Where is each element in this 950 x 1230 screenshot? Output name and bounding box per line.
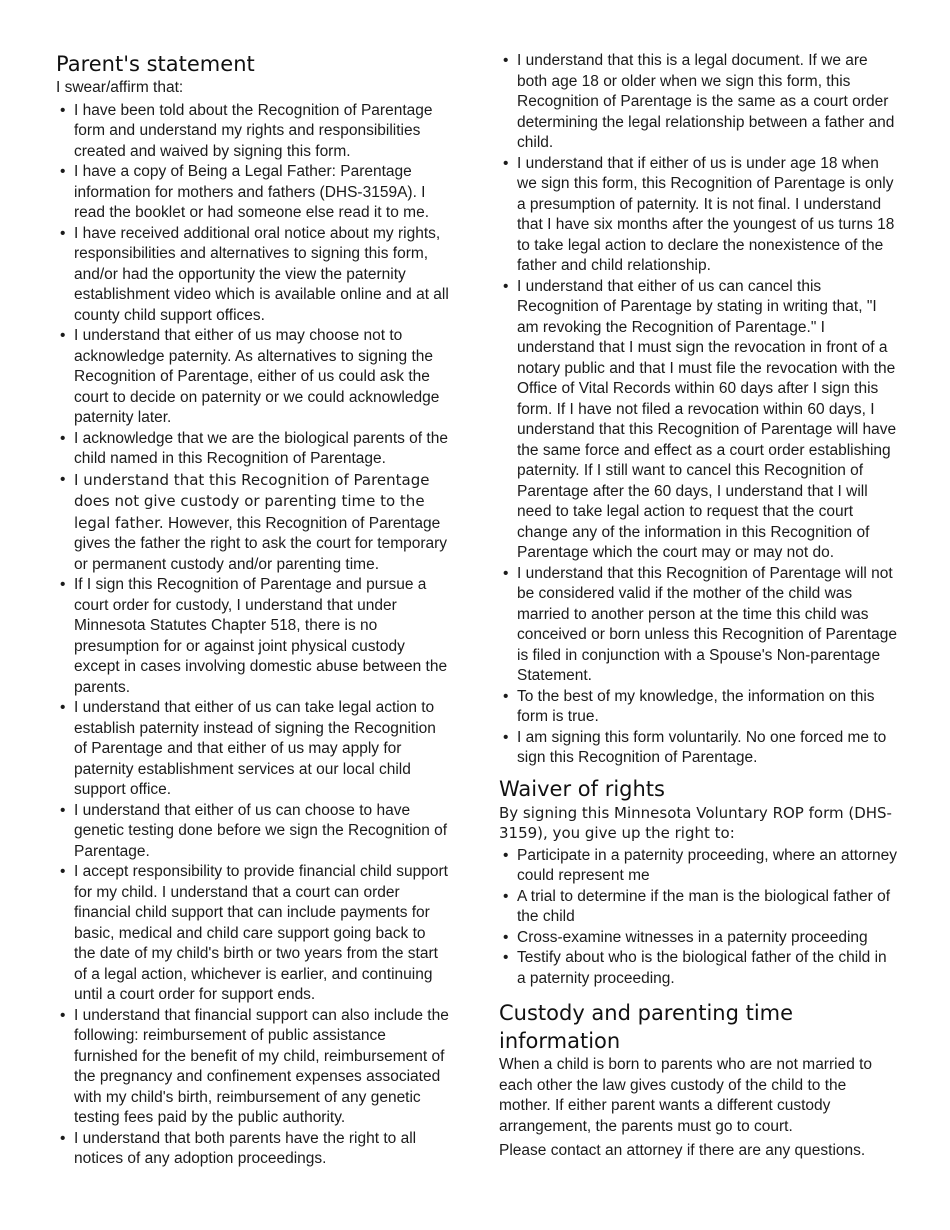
list-item: • Participate in a paternity proceeding, where an attorney could represent me — [499, 846, 899, 887]
parents-statement-heading: Parent's statement — [56, 52, 255, 76]
list-item: • I understand that financial support can also include the following: reimbursement of public assistance furnished for the benefit of my child, reimbursement of the pregnancy and confinement expenses associated with my child's birth, reimbursement of any genetic testing fees paid by the public authority. — [56, 1006, 451, 1129]
list-item: • I understand that either of us may choose not to acknowledge paternity. As alternatives to signing the Recognition of Parentage, either of us could ask the court to decide on paternity or we could acknowledge paternity later. — [56, 326, 451, 429]
list-item: • I accept responsibility to provide financial child support for my child. I understand that a court can order financial child support that can include payments for basic, medical and child care support going back to the date of my child's birth or two years from the start of a legal action, whichever is earlier, and continuing until a court order for support ends. — [56, 862, 451, 1006]
list-item: • Cross-examine witnesses in a paternity proceeding — [499, 928, 899, 949]
statement-list-right — [499, 51, 899, 769]
swear-affirm-intro: I swear/affirm that: — [56, 79, 184, 96]
list-item: • I have been told about the Recognition of Parentage form and understand my rights and responsibilities created and waived by signing this form. — [56, 101, 451, 163]
list-item: • I understand that if either of us is under age 18 when we sign this form, this Recognition of Parentage is only a presumption of paternity. It is not final. I understand that I have six months after the youngest of us turns 18 to take legal action to declare the nonexistence of the father and child relationship. — [499, 154, 899, 277]
contact-attorney-note: Please contact an attorney if there are any questions. — [499, 1142, 866, 1159]
list-item: • If I sign this Recognition of Parentage and pursue a court order for custody, I understand that under Minnesota Statutes Chapter 518, there is no presumption for or against joint physical custody except in cases involving domestic abuse between the parents. — [56, 575, 451, 698]
waiver-heading: Waiver of rights — [499, 776, 665, 801]
custody-heading: Custody and parenting time information — [499, 1001, 794, 1053]
list-item: • I understand that either of us can choose to have genetic testing done before we sign the Recognition of Parentage. — [56, 801, 451, 863]
list-item: • I understand that this Recognition of Parentage will not be considered valid if the mother of the child was married to another person at the time this child was conceived or born unless this Recognition of Parentage is filed in conjunction with a Spouse's Non-parentage Statement. — [499, 564, 899, 687]
list-item: • I understand that this is a legal document. If we are both age 18 or older when we sign this form, this Recognition of Parentage is the same as a court order determining the legal relationship between a father and child. — [499, 51, 899, 154]
list-item: • I am signing this form voluntarily. No one forced me to sign this Recognition of Parentage. — [499, 728, 899, 769]
list-item: • I acknowledge that we are the biological parents of the child named in this Recognition of Parentage. — [56, 429, 451, 470]
list-item-custody-notice — [56, 470, 451, 576]
right-column — [499, 51, 899, 1162]
list-item: • I understand that either of us can cancel this Recognition of Parentage by stating in writing that, "I am revoking the Recognition of Parentage." I understand that I must sign the revocation in front of a notary public and that I must file the revocation with the Office of Vital Records within 60 days after I sign this form. If I have not filed a revocation within 60 days, I understand that this Recognition of Parentage will have the same force and effect as a court order establishing paternity. If I still want to cancel this Recognition of Parentage after the 60 days, I understand that I will need to take legal action to request that the court change any of the information in this Recognition of Parentage which the court may or may not do. — [499, 277, 899, 564]
list-item: • I understand that both parents have the right to all notices of any adoption proceedings. — [56, 1129, 451, 1170]
left-column — [56, 50, 451, 1170]
waiver-list — [499, 846, 899, 990]
custody-notice-text: However, this Recognition of Parentage gives the father the right to ask the court for temporary or permanent custody and/or parenting time. — [74, 514, 448, 573]
statement-list-left — [56, 101, 451, 1170]
list-item: • I understand that either of us can take legal action to establish paternity instead of signing the Recognition of Parentage and that either of us may apply for paternity establishment services at our local child support office. — [56, 698, 451, 801]
custody-notice-emphasis: I understand that this Recognition of Parentage does not give custody or parenting time to the legal father. — [74, 470, 430, 532]
custody-paragraph: When a child is born to parents who are not married to each other the law gives custody of the child to the mother. If either parent wants a different custody arrangement, the parents must go to court. — [499, 1056, 873, 1135]
waiver-intro: By signing this Minnesota Voluntary ROP form (DHS-3159), you give up the right to: — [499, 803, 892, 842]
list-item: • Testify about who is the biological father of the child in a paternity proceeding. — [499, 948, 899, 989]
list-item: • I have received additional oral notice about my rights, responsibilities and alternatives to signing this form, and/or had the opportunity the view the paternity establishment video which is available online and at all county child support offices. — [56, 224, 451, 327]
list-item: • A trial to determine if the man is the biological father of the child — [499, 887, 899, 928]
list-item: • I have a copy of Being a Legal Father: Parentage information for mothers and fathers (DHS-3159A). I read the booklet or had someone else read it to me. — [56, 162, 451, 224]
list-item: • To the best of my knowledge, the information on this form is true. — [499, 687, 899, 728]
